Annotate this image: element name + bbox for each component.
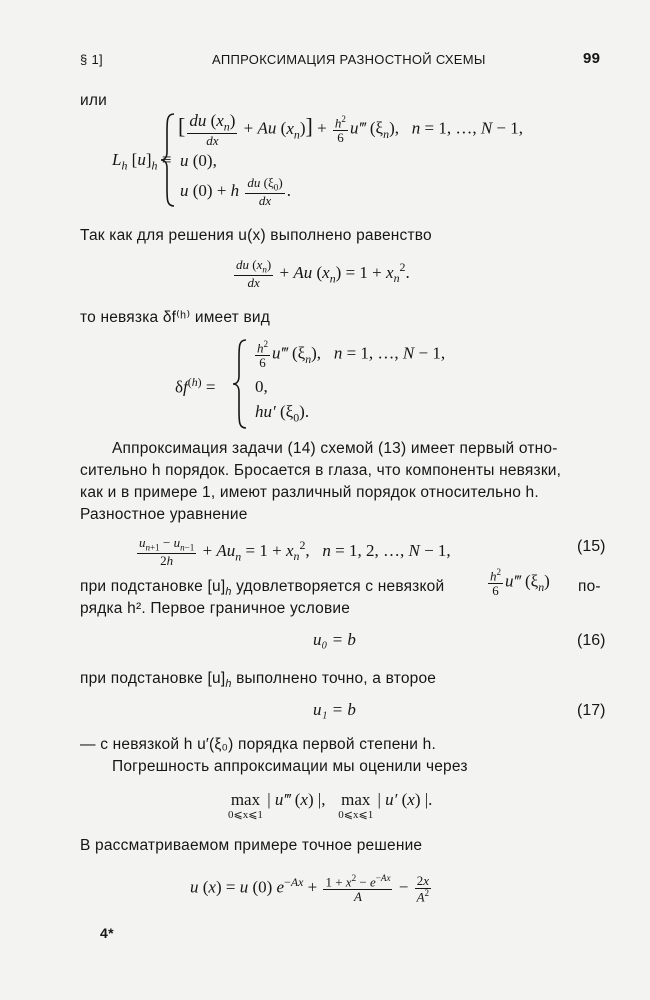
solution-intro: Так как для решения u(x) выполнено равенство [80,227,432,244]
boundary-cond-2: u₁ = b [313,700,356,719]
subst-line-1: при подстановке $[u]_h$ удовлетворяется с невязкой [80,578,445,599]
residual-lhs: $\delta f^{(h)}$ = [175,375,216,397]
left-brace-1 [160,112,176,208]
subst-line-2: рядка h². Первое граничное условие [80,600,351,617]
residual-row3: hu′ $(\xi_0)$. [255,402,310,425]
system1-row2: u (0), [180,151,217,170]
exact-solution-intro: В рассматриваемом примере точное решение [80,837,423,854]
exact-line-1: при подстановке $[u]_h$ выполнено точно, а второе [80,670,437,691]
error-estimate-line: Погрешность аппроксимации мы оценили через [112,758,468,775]
operator-lhs: $L_h$ $[u]_h$ ≡ [112,150,172,173]
residual-intro: то невязка δf⁽ʰ⁾ имеет вид [80,309,271,326]
eq-number-15: (15) [577,538,606,555]
system1-row1: [ $\frac{du (x_n)}{dx}$ + Au $(x_n)$] + $\frac{h^2}{6}$ u‴ $(\xi_n)$, n = 1, …, N − 1, [178,111,524,148]
subst-line-1-hyphen: по- [578,578,601,595]
residual-row1: $\frac{h^2}{6}$ u‴ $(\xi_n)$, n = 1, …, N − 1, [257,339,446,370]
ode-equation: $\frac{du (x_n)}{dx}$ + Au $(x_n) = 1 + x_n^2$. [236,257,410,291]
approx-line-4: Разностное уравнение [80,506,248,523]
page-number: 99 [583,50,601,67]
eq-number-17: (17) [577,702,606,719]
max-expressions: max 0⩽x⩽1 | u‴ (x) |, max 0⩽x⩽1 | u′ (x) |. [228,790,433,821]
signature-mark: 4* [100,925,114,941]
exact-solution-formula: u (x) = u (0) $e^{-Ax}$ + $\frac{1 + x^2 - e^{-Ax}}{A}$ − $\frac{2x}{A^2}$ [190,873,430,904]
boundary-cond-1: u₀ = b [313,630,356,649]
approx-line-1: Аппроксимация задачи (14) схемой (13) имеет первый отно- [112,440,558,457]
approx-line-3: как и в примере 1, имеют различный порядок относительно h. [80,484,539,501]
residual-row2: 0, [255,377,268,396]
difference-equation: $\frac{u_{n+1} - u_{n-1}}{2h}$ + $Au_n = 1 + x_n^2$, n = 1, 2, …, N − 1, [139,535,451,569]
system1-row3: u (0) + h $\frac{du (\xi_0)}{dx}$ . [180,175,291,209]
approx-line-2: сительно h порядок. Бросается в глаза, что компоненты невязки, [80,462,562,479]
subst-residual-expr: $\frac{h^2}{6}$ u‴ $(\xi_n)$ [490,567,550,598]
eq-number-16: (16) [577,632,606,649]
running-title: АППРОКСИМАЦИЯ РАЗНОСТНОЙ СХЕМЫ [212,52,486,67]
residual-first-order: — с невязкой h u′(ξ₀) порядка первой степени h. [80,736,436,753]
word-ili: или [80,92,107,109]
section-ref: § 1] [80,52,103,67]
left-brace-2 [232,338,248,430]
